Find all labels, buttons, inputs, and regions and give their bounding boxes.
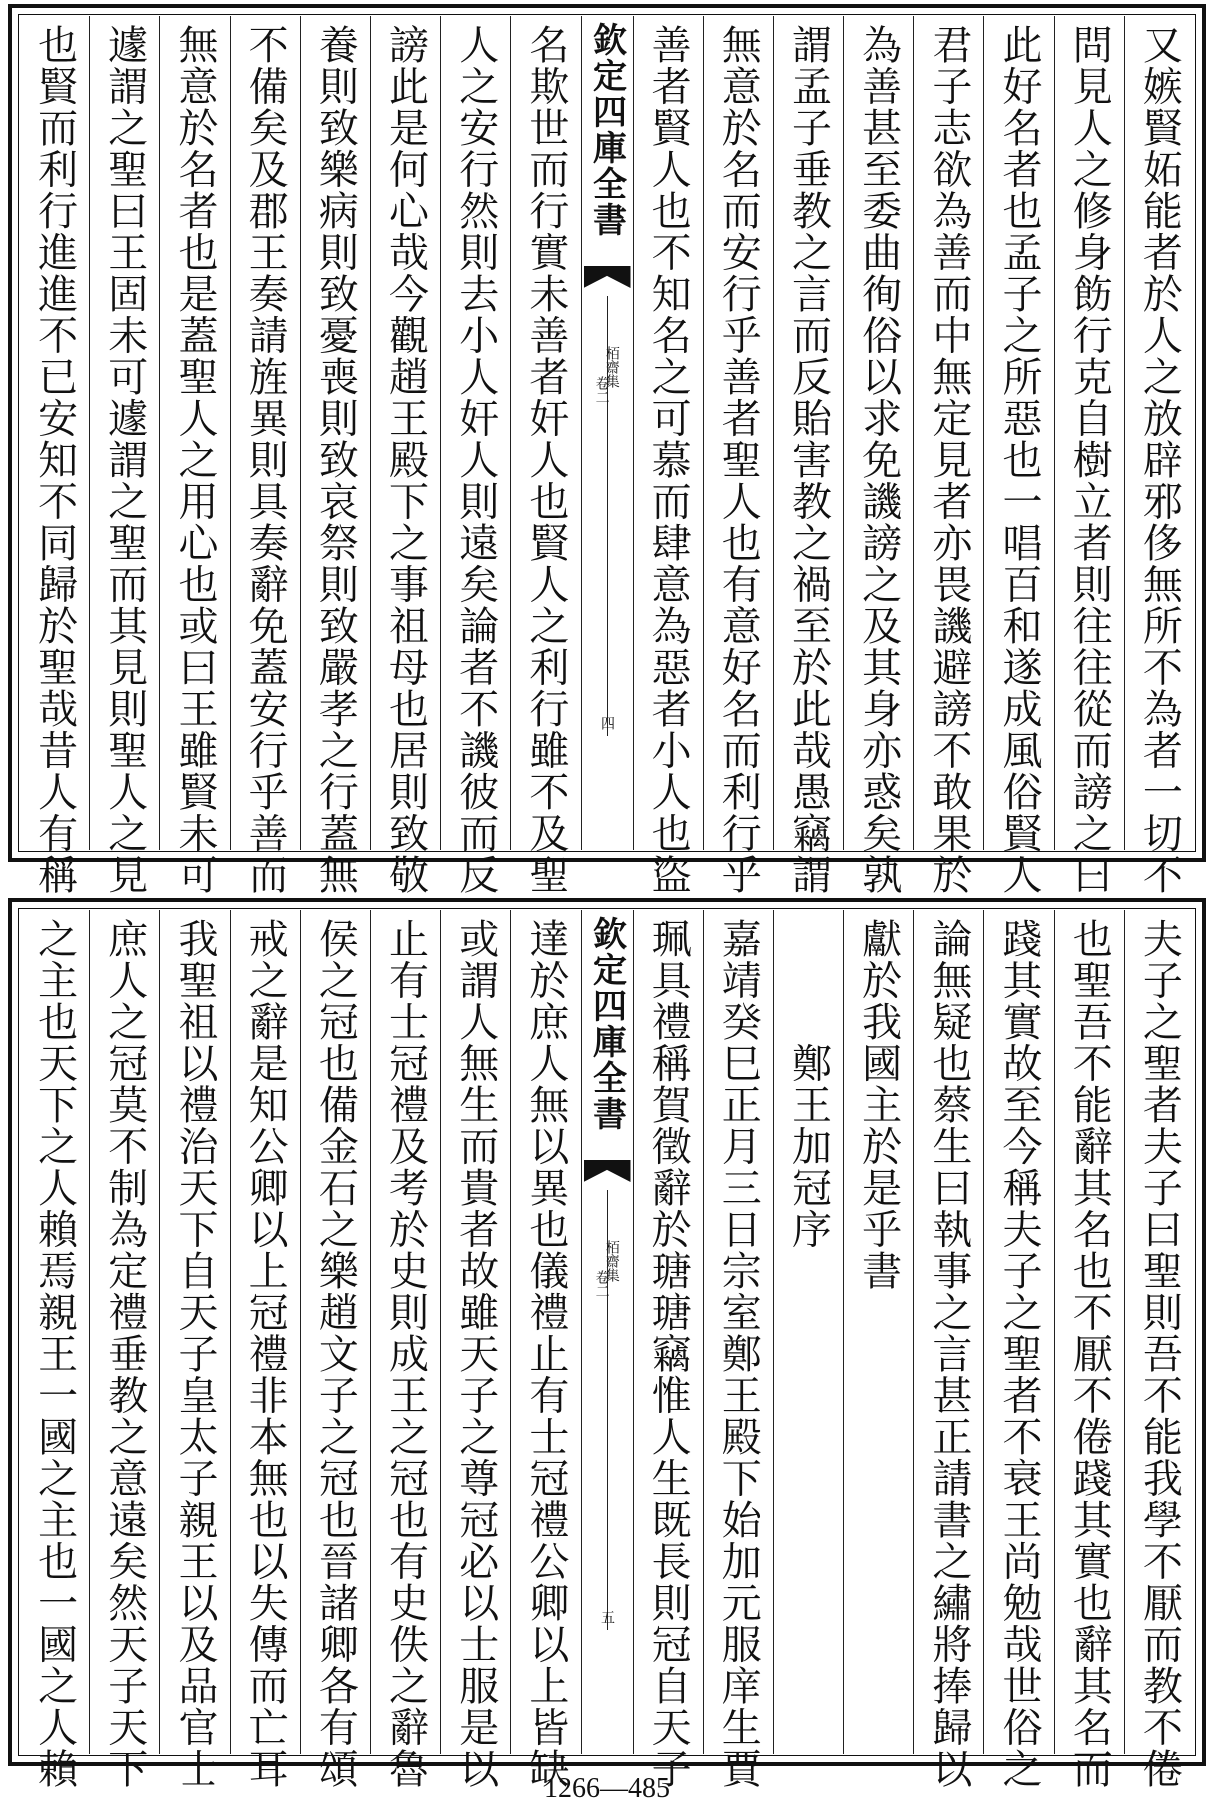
text-column: 我聖祖以禮治天下自天子皇太子親王以及品官士	[159, 910, 229, 1754]
fish-tail-mark	[584, 1160, 631, 1182]
text-column: 侯之冠也備金石之樂趙文子之冠也晉諸卿各有頌	[300, 910, 370, 1754]
text-column: 人之安行然則去小人奸人則遠矣論者不譏彼而反	[440, 16, 510, 850]
fish-tail-mark	[584, 266, 631, 288]
text-column: 無意於名者也是蓋聖人之用心也或曰王雖賢未可	[159, 16, 229, 850]
text-column: 之主也天下之人賴焉親王一國之主也一國之人賴	[31, 918, 78, 1790]
text-column: 不備矣及郡王奏請旌異則具奏辭免蓋安行乎善而	[230, 16, 300, 850]
juan-number: 卷二	[593, 1270, 610, 1298]
text-column: 謗此是何心哉今觀趙王殿下之事祖母也居則致敬	[370, 16, 440, 850]
text-column: 夫子之聖者夫子曰聖則吾不能我學不厭而教不倦	[1124, 910, 1194, 1754]
text-column: 珮具禮稱賀徵辭於瑭瑭竊惟人生既長則冠自天子	[633, 910, 703, 1754]
text-column: 為善甚至委曲徇俗以求免譏謗之及其身亦惑矣孰	[843, 16, 913, 850]
text-column: 也賢而利行進進不已安知不同歸於聖哉昔人有稱	[31, 24, 78, 896]
page-number: 五	[599, 1610, 615, 1624]
section-heading-column	[773, 910, 843, 1754]
text-column: 或謂人無生而貴者故雖天子之尊冠必以士服是以	[440, 910, 510, 1754]
text-column: 嘉靖癸巳正月三日宗室鄭王殿下始加元服庠生賈	[703, 910, 773, 1754]
text-column: 遽謂之聖曰王固未可遽謂之聖而其見則聖人之見	[89, 16, 159, 850]
text-column: 論無疑也蔡生曰執事之言甚正請書之繡將捧歸以	[913, 910, 983, 1754]
text-column: 也聖吾不能辭其名也不厭不倦踐其實也辭其名而	[1054, 910, 1124, 1754]
page-number: 四	[599, 716, 615, 730]
juan-number: 卷二	[593, 376, 610, 404]
text-column: 養則致樂病則致憂喪則致哀祭則致嚴孝之行蓋無	[300, 16, 370, 850]
collection-title: 欽定四庫全書	[586, 916, 627, 1132]
text-column: 獻於我國主於是乎書	[843, 910, 913, 1754]
text-column: 止有士冠禮及考於史則成王之冠也有史佚之辭魯	[370, 910, 440, 1754]
text-column: 庶人之冠莫不制為定禮垂教之意遠矣然天子天下	[89, 910, 159, 1754]
text-column: 達於庶人無以異也儀禮止有士冠禮公卿以上皆缺	[510, 910, 580, 1754]
text-column: 謂孟子垂教之言而反貽害教之禍至於此哉愚竊謂	[773, 16, 843, 850]
text-column: 問見人之修身飭行克自樹立者則往往從而謗之曰	[1054, 16, 1124, 850]
text-column: 名欺世而行實未善者奸人也賢人之利行雖不及聖	[510, 16, 580, 850]
text-column: 又嫉賢妬能者於人之放辟邪侈無所不為者一切不	[1124, 16, 1194, 850]
text-column: 君子志欲為善而中無定見者亦畏譏避謗不敢果於	[913, 16, 983, 850]
page-footer-number: 1266—485	[544, 1773, 670, 1804]
book-title: 栢齋集	[603, 346, 620, 388]
text-column: 戒之辭是知公卿以上冠禮非本無也以失傳而亡耳	[230, 910, 300, 1754]
text-column: 善者賢人也不知名之可慕而肆意為惡者小人也盜	[633, 16, 703, 850]
collection-title: 欽定四庫全書	[586, 22, 627, 238]
text-column: 無意於名而安行乎善者聖人也有意好名而利行乎	[703, 16, 773, 850]
text-columns	[20, 16, 1194, 896]
book-title: 栢齋集	[603, 1240, 620, 1282]
section-heading: 鄭王加冠序	[785, 918, 832, 1250]
text-column: 此好名者也孟子之所惡也一唱百和遂成風俗賢人	[983, 16, 1053, 850]
center-gutter	[581, 910, 633, 1754]
center-gutter	[581, 16, 633, 850]
text-column: 踐其實故至今稱夫子之聖者不衰王尚勉哉世俗之	[983, 910, 1053, 1754]
top-page	[8, 4, 1206, 896]
